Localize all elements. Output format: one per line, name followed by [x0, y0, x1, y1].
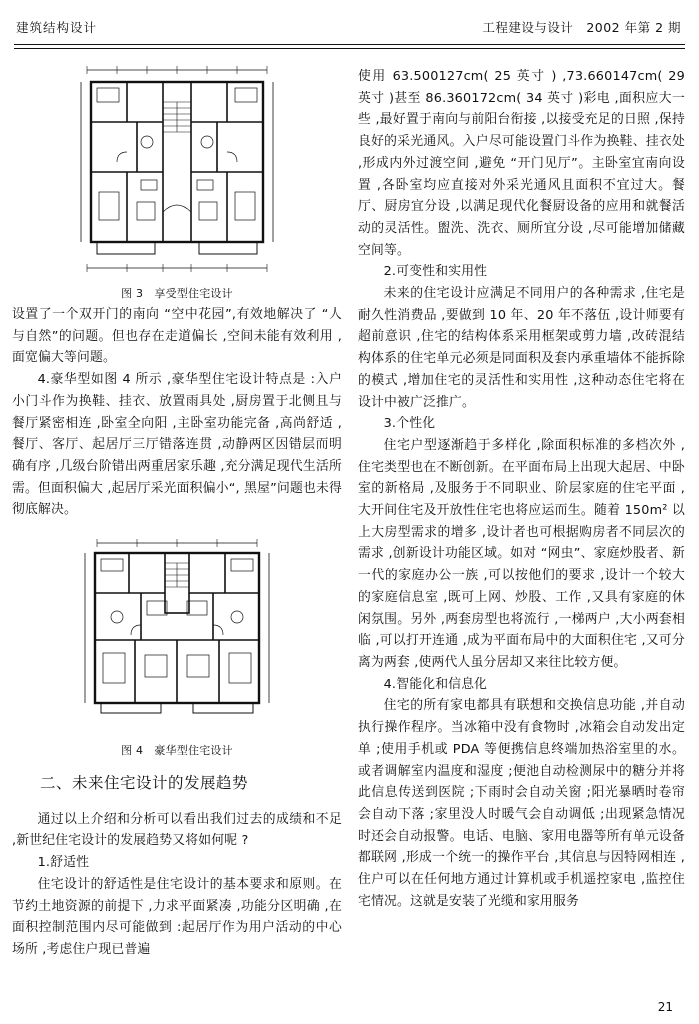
- floor-plan-figure-4: [77, 535, 277, 725]
- left-paragraph-2: 4.豪华型如图 4 所示 ,豪华型住宅设计特点是 :入户小门斗作为换鞋、挂衣、放置雨具处 ,厨房置于北侧且与餐厅紧密相连 ,卧室全向阳 ,主卧室功能完备 ,高尚舒适 ,餐厅、客厅、起居厅三厅错落连贯 ,动静两区因错层而明确有序 ,几级台阶错出两重居家乐趣 ,充分满足现代生活所需。但面积偏大 ,起居厅采光面积偏小“, 黑屋”问题也未得彻底解决。: [12, 372, 342, 518]
- header-journal-issue: 工程建设与设计 2002 年第 2 期: [482, 20, 681, 35]
- figure-3-caption: 图 3 享受型住宅设计: [121, 287, 233, 300]
- header-rule-thick: [14, 44, 685, 45]
- right-subheading-3: 3.个性化: [383, 416, 436, 432]
- right-subheading-2: 2.可变性和实用性: [383, 264, 488, 280]
- figure-3: [77, 62, 277, 282]
- right-paragraph-2: 未来的住宅设计应满足不同用户的各种需求 ,住宅是耐久性消费品 ,要做到 10 年、20 年不落伍 ,设计师要有超前意识 ,住宅的结构体系采用框架或剪力墙 ,改砖混结构体系的住宅单元必须是同面积及套内承重墙体不能拆除的模式 ,增加住宅的灵活性和实用性 ,这种动态住宅将在设计中被广泛推广。: [358, 286, 685, 410]
- right-paragraph-1: 使用 63.500127cm( 25 英寸 ) ,73.660147cm( 29 英寸 )甚至 86.360172cm( 34 英寸 )彩电 ,面积应大一些 ,最好置于南向与前阳台衔接 ,以接受充足的日照 ,保持良好的采光通风。入户尽可能设置门斗作为换鞋、挂衣处 ,形成内外过渡空间 ,避免 “开门见厅”。主卧室宜南向设置 ,各卧室均应直接对外采光通风且面积不宜过大。餐厅、厨房宜分设 ,以满足现代化餐厨设备的应用和就餐活动的灵活性。盥洗、洗衣、厕所宜分设 ,尽可能增加储藏空间等。: [358, 69, 685, 258]
- right-paragraph-4: 住宅的所有家电都具有联想和交换信息功能 ,并自动执行操作程序。当冰箱中没有食物时 ,冰箱会自动发出定单 ;使用手机或 PDA 等便携信息终端加热浴室里的水。或者调解室内温度和湿度 ;便池自动检测尿中的糖分并将此信息传送到医院 ;下雨时会自动关窗 ;阳光暴晒时卷帘会自动下落 ;家里没人时暖气会自动调低 ;出现紧急情况时还会自动报警。电话、电脑、家用电器等所有单元设备都联网 ,形成一个统一的操作平台 ,其信息与因特网相连 ,住户可以在任何地方通过计算机或手机遥控家电 ,监控住宅情况。这就是安装了光缆和家用服务: [358, 698, 685, 909]
- left-after-paragraph-1: 通过以上介绍和分析可以看出我们过去的成绩和不足 ,新世纪住宅设计的发展趋势又将如何呢 ?: [12, 811, 342, 849]
- header-rule-thin: [14, 48, 685, 49]
- figure-4: [77, 535, 277, 725]
- page-number: 21: [657, 1000, 673, 1014]
- running-header: [14, 14, 685, 40]
- left-subheading-1: 1.舒适性: [37, 855, 90, 871]
- section-heading: 二、未来住宅设计的发展趋势: [40, 774, 249, 793]
- figure-4-caption: 图 4 豪华型住宅设计: [121, 744, 233, 758]
- right-paragraph-3: 住宅户型逐渐趋于多样化 ,除面积标准的多档次外 ,住宅类型也在不断创新。在平面布局上出现大起居、中卧室的新格局 ,及服务于不同职业、阶层家庭的住宅平面 ,大开间住宅及开放性住宅也将应运而生。随着 150m² 以上大房型需求的增多 ,设计者也可根据购房者不同层次的需求 ,创新设计功能区域。如对 “网虫”、家庭炒股者、新一代的家庭办公一族 ,可以按他们的要求 ,设计一个较大的家庭信息室 ,既可上网、炒股、工作 ,又具有家庭的休闲氛围。另外 ,两套房型也将流行 ,一梯两户 ,大小两套相临 ,可以打开连通 ,成为平面布局中的大面积住宅 ,又可分离为两套 ,使两代人虽分居却又来往比较方便。: [358, 437, 685, 670]
- right-column: [358, 66, 685, 912]
- floor-plan-figure-3: [77, 62, 277, 282]
- left-column: [12, 62, 342, 961]
- left-after-paragraph-2: 住宅设计的舒适性是住宅设计的基本要求和原则。在节约土地资源的前提下 ,力求平面紧凑 ,功能分区明确 ,在面积控制范围内尽可能做到 :起居厅作为用户活动的中心场所 ,考虑住户现已普遍: [12, 876, 342, 957]
- header-journal-section: 建筑结构设计: [16, 20, 98, 35]
- right-subheading-4: 4.智能化和信息化: [383, 676, 488, 692]
- left-paragraph-1: 设置了一个双开门的南向 “空中花园”,有效地解决了 “人与自然”的问题。但也存在走道偏长 ,空间未能有效利用 ,面宽偏大等问题。: [12, 307, 342, 366]
